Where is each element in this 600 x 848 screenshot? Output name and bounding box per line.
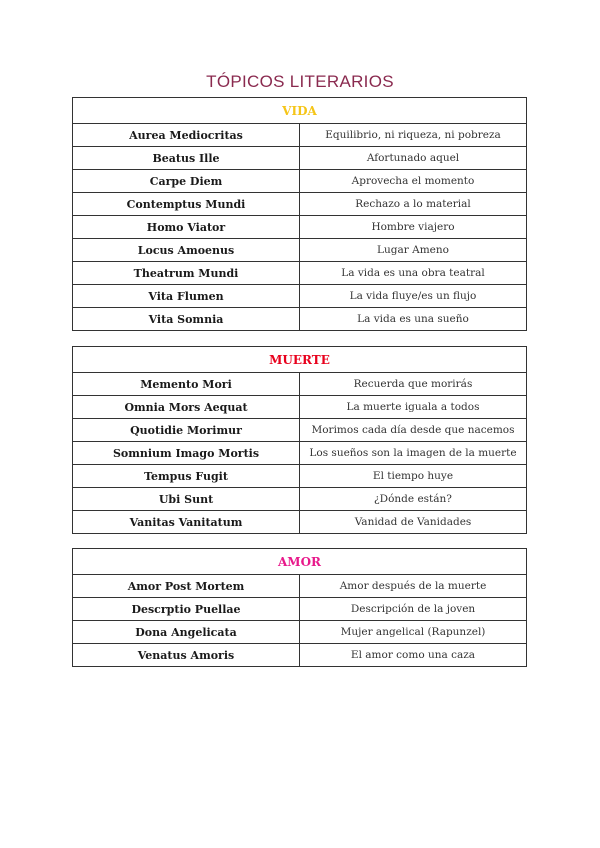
table-row	[73, 239, 527, 262]
table-row	[73, 621, 527, 644]
topic-meaning: La vida fluye/es un flujo	[300, 285, 527, 308]
table-row	[73, 598, 527, 621]
table-row	[73, 308, 527, 331]
table-vida	[72, 97, 527, 331]
topic-name: Somnium Imago Mortis	[73, 442, 300, 465]
topic-name: Descrptio Puellae	[73, 598, 300, 621]
table-muerte	[72, 346, 527, 534]
topic-meaning: La muerte iguala a todos	[300, 396, 527, 419]
topic-meaning: ¿Dónde están?	[300, 488, 527, 511]
topic-meaning: Los sueños son la imagen de la muerte	[300, 442, 527, 465]
topic-name: Beatus Ille	[73, 147, 300, 170]
table-row	[73, 285, 527, 308]
topic-meaning: Aprovecha el momento	[300, 170, 527, 193]
table-row	[73, 442, 527, 465]
topic-meaning: Morimos cada día desde que nacemos	[300, 419, 527, 442]
topic-meaning: Lugar Ameno	[300, 239, 527, 262]
topic-name: Locus Amoenus	[73, 239, 300, 262]
topic-name: Tempus Fugit	[73, 465, 300, 488]
section-header: MUERTE	[73, 347, 527, 373]
topic-name: Homo Viator	[73, 216, 300, 239]
topic-meaning: Rechazo a lo material	[300, 193, 527, 216]
page-title: TÓPICOS LITERARIOS	[206, 72, 394, 91]
table-row	[73, 124, 527, 147]
topic-name: Vita Flumen	[73, 285, 300, 308]
topic-name: Venatus Amoris	[73, 644, 300, 667]
table-row	[73, 170, 527, 193]
topic-meaning: Descripción de la joven	[300, 598, 527, 621]
topic-meaning: El amor como una caza	[300, 644, 527, 667]
topic-meaning: Vanidad de Vanidades	[300, 511, 527, 534]
topic-name: Vita Somnia	[73, 308, 300, 331]
topic-meaning: Amor después de la muerte	[300, 575, 527, 598]
table-row	[73, 396, 527, 419]
topic-meaning: Afortunado aquel	[300, 147, 527, 170]
section-header-row	[73, 549, 527, 575]
table-amor	[72, 548, 527, 667]
topic-name: Aurea Mediocritas	[73, 124, 300, 147]
table-row	[73, 488, 527, 511]
table-row	[73, 465, 527, 488]
section-header-row	[73, 347, 527, 373]
section-header: AMOR	[73, 549, 527, 575]
topic-meaning: Hombre viajero	[300, 216, 527, 239]
table-row	[73, 147, 527, 170]
table-row	[73, 575, 527, 598]
section-header: VIDA	[73, 98, 527, 124]
topic-meaning: La vida es una sueño	[300, 308, 527, 331]
table-row	[73, 644, 527, 667]
topic-name: Memento Mori	[73, 373, 300, 396]
topic-name: Carpe Diem	[73, 170, 300, 193]
table-row	[73, 419, 527, 442]
table-row	[73, 511, 527, 534]
table-row	[73, 373, 527, 396]
topic-name: Theatrum Mundi	[73, 262, 300, 285]
topic-name: Quotidie Morimur	[73, 419, 300, 442]
topic-name: Ubi Sunt	[73, 488, 300, 511]
topic-meaning: Equilibrio, ni riqueza, ni pobreza	[300, 124, 527, 147]
section-header-row	[73, 98, 527, 124]
table-row	[73, 193, 527, 216]
table-row	[73, 262, 527, 285]
topic-meaning: La vida es una obra teatral	[300, 262, 527, 285]
topic-meaning: Mujer angelical (Rapunzel)	[300, 621, 527, 644]
topic-meaning: El tiempo huye	[300, 465, 527, 488]
topic-name: Contemptus Mundi	[73, 193, 300, 216]
topic-name: Dona Angelicata	[73, 621, 300, 644]
topic-name: Omnia Mors Aequat	[73, 396, 300, 419]
topic-meaning: Recuerda que morirás	[300, 373, 527, 396]
topic-name: Amor Post Mortem	[73, 575, 300, 598]
table-row	[73, 216, 527, 239]
topic-name: Vanitas Vanitatum	[73, 511, 300, 534]
